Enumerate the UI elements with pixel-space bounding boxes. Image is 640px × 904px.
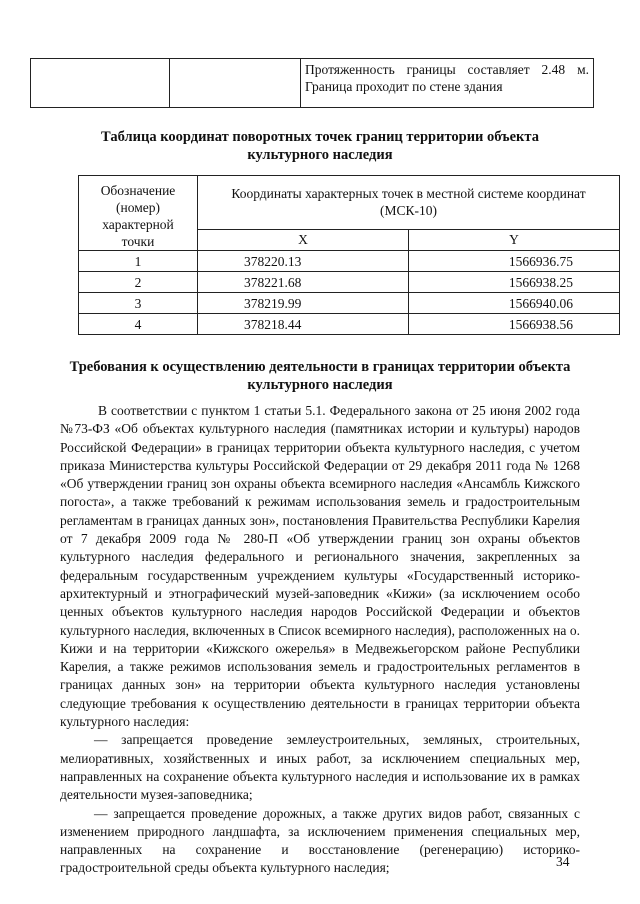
x-value: 378221.68	[198, 272, 409, 293]
requirements-title: Требования к осуществлению деятельности в границах территории объекта культурного наследия	[69, 359, 571, 393]
y-value: 1566938.25	[409, 272, 620, 293]
requirement-item: — запрещается проведение дорожных, а также других видов работ, связанных с изменением природного ландшафта, за исключением применения специальных мер, направленных на сохранение и восстановление (регенерацию) историко-градостроительной среды объекта культурного наследия;	[60, 805, 580, 876]
y-value: 1566936.75	[409, 251, 620, 272]
y-value: 1566940.06	[409, 293, 620, 314]
x-column-header: X	[198, 229, 409, 250]
table-row	[79, 293, 620, 314]
coordinates-table-title: Таблица координат поворотных точек границ территории объекта культурного наследия	[101, 129, 539, 163]
y-value: 1566938.56	[409, 314, 620, 335]
point-number: 4	[79, 314, 198, 335]
y-column-header: Y	[409, 229, 620, 250]
coordinates-header: Координаты характерных точек в местной системе координат (МСК-10)	[198, 176, 620, 230]
boundary-length-text: Протяженность границы составляет 2.48 м. Граница проходит по стене здания	[301, 59, 594, 108]
table-row	[79, 272, 620, 293]
boundary-description-table	[30, 58, 594, 108]
point-number: 1	[79, 251, 198, 272]
coordinates-table	[78, 175, 620, 335]
table-row	[79, 251, 620, 272]
x-value: 378220.13	[198, 251, 409, 272]
point-number-header: Обозначение (номер) характерной точки	[79, 176, 198, 251]
requirements-paragraph: В соответствии с пунктом 1 статьи 5.1. Федерального закона от 25 июня 2002 года №73-ФЗ «Об объектах культурного наследия (памятниках истории и культуры) народов Российской Федерации» в границах территории объекта культурного наследия, с учетом приказа Министерства культуры Российской Федерации от 29 декабря 2011 года № 1268 «Об утверждении границ зон охраны объекта всемирного наследия «Ансамбль Кижского погоста», а также требований к режимам использования земель и градостроительным регламентам в границах данных зон», постановления Правительства Республики Карелия от 7 декабря 2009 года № 280-П «Об утверждении границ зон охраны объектов культурного наследия федерального и регионального значения, закрепленных за федеральным государственным учреждением культуры «Государственный историко-архитектурный и этнографический музей-заповедник «Кижи» (за исключением особо ценных объектов культурного наследия народов Российской Федерации и объектов культурного наследия, включенных в Список всемирного наследия), расположенных на о. Кижи и на территории «Кижского ожерелья» в Медвежьегорском районе Республики Карелия, а также режимов использования земель и градостроительных регламентов в границах данных зон» на территории объекта культурного наследия установлены следующие требования к осуществлению деятельности в границах территории объекта культурного наследия:	[60, 403, 580, 730]
x-value: 378219.99	[198, 293, 409, 314]
empty-cell	[170, 59, 301, 108]
page-number: 34	[556, 854, 570, 869]
x-value: 378218.44	[198, 314, 409, 335]
point-number: 3	[79, 293, 198, 314]
requirements-body	[60, 402, 580, 878]
requirement-item: — запрещается проведение землеустроительных, земляных, строительных, мелиоративных, хозяйственных и иных работ, за исключением специальных мер, направленных на сохранение объекта культурного наследия и использование их в рамках деятельности музея-заповедника;	[60, 732, 580, 803]
point-number: 2	[79, 272, 198, 293]
empty-cell	[31, 59, 170, 108]
table-row	[79, 314, 620, 335]
